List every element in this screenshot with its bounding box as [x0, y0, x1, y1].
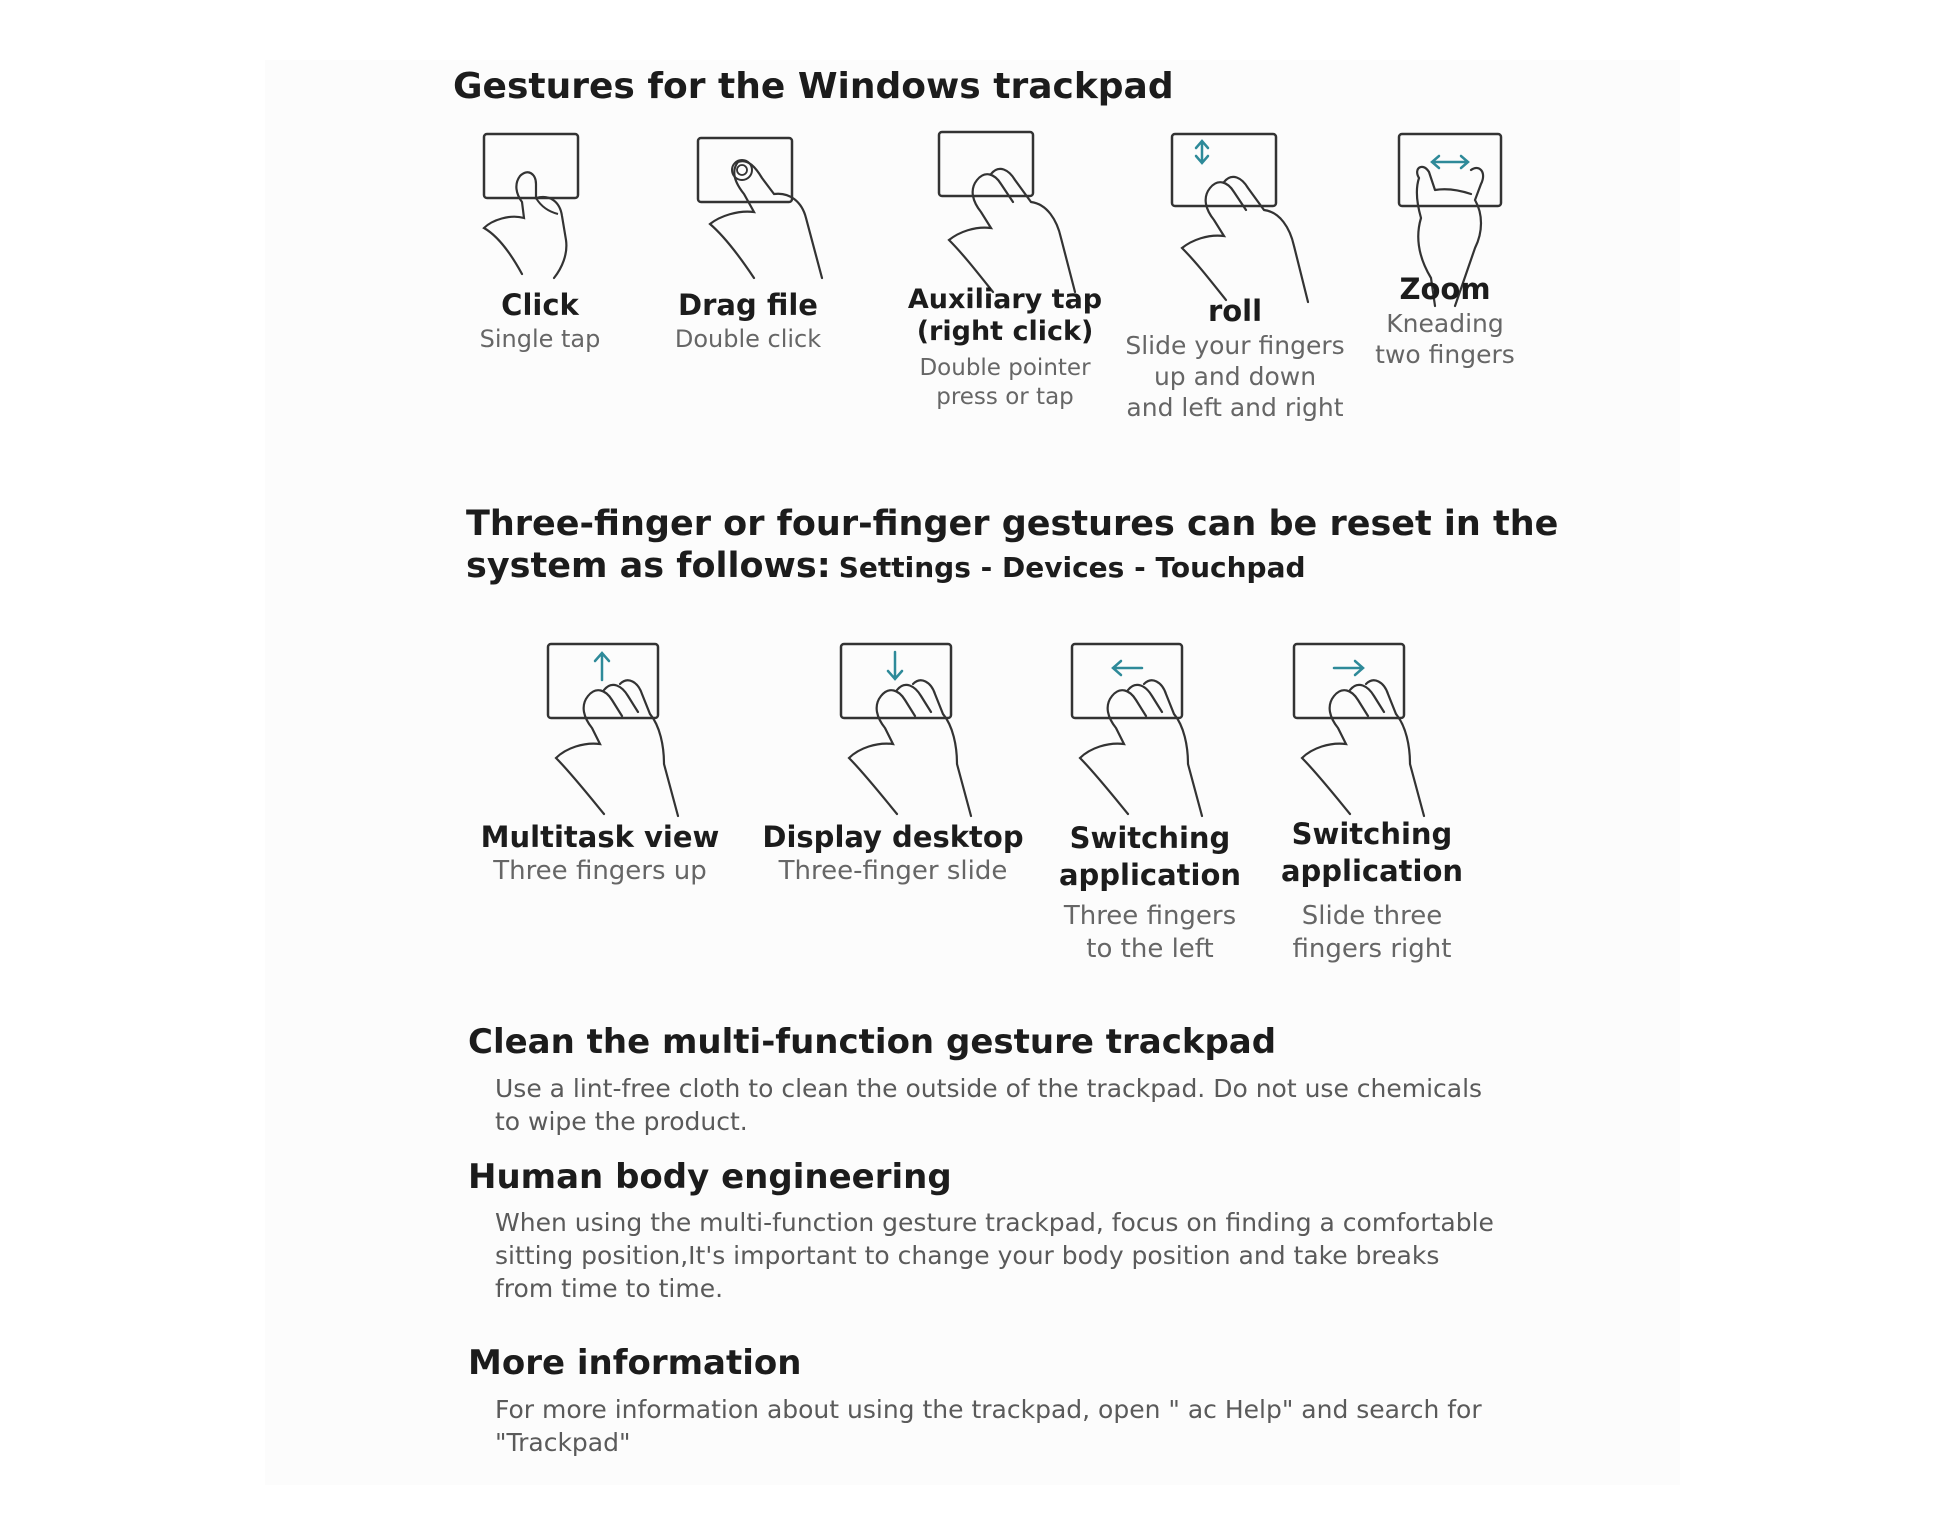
gesture-desc: Three-finger slide — [778, 856, 1008, 886]
gesture-roll — [1125, 128, 1345, 423]
gesture-desc — [1040, 900, 1260, 966]
page-title: Gestures for the Windows trackpad — [453, 66, 1174, 107]
gesture-desc — [900, 354, 1110, 412]
gesture-desc: Single tap — [479, 325, 601, 353]
gesture-desc-line: two fingers — [1375, 340, 1515, 369]
gesture-title-line: Switching — [1069, 821, 1231, 855]
gesture-desc-line: Slide your fingers — [1125, 331, 1345, 360]
gesture-click — [440, 128, 640, 355]
gesture-title — [900, 284, 1110, 348]
reset-note-line — [466, 545, 1558, 589]
gesture-desc-line: Slide three — [1301, 901, 1443, 931]
section-title-more-info: More information — [468, 1343, 802, 1383]
gesture-title: Click — [501, 288, 579, 322]
two-finger-scroll-icon — [1140, 128, 1330, 308]
gesture-desc-line: and left and right — [1126, 393, 1344, 422]
gesture-desc-line: Three fingers — [1063, 901, 1237, 931]
gesture-auxiliary-tap — [900, 128, 1110, 412]
gesture-title: Display desktop — [762, 820, 1024, 854]
gesture-title-line: (right click) — [916, 316, 1094, 347]
single-finger-drag-icon — [658, 128, 838, 288]
gesture-desc-line: to the left — [1086, 934, 1214, 964]
gesture-title: Multitask view — [480, 820, 720, 854]
three-finger-down-icon — [793, 640, 993, 820]
gesture-desc-line: up and down — [1153, 362, 1317, 391]
reset-note-line: Three-finger or four-finger gestures can be reset in the — [466, 504, 1559, 544]
gesture-title-line: Switching — [1291, 817, 1453, 851]
gesture-title — [1040, 820, 1260, 894]
gesture-title: roll — [1207, 294, 1263, 328]
section-title-ergonomics: Human body engineering — [468, 1157, 952, 1197]
gesture-title-line: Auxiliary tap — [907, 284, 1103, 315]
gesture-display-desktop — [758, 640, 1028, 887]
gesture-desc-line: fingers right — [1292, 934, 1452, 964]
reset-note-lead: system as follows: — [466, 546, 831, 586]
gesture-title-line: application — [1280, 854, 1464, 888]
section-body-ergonomics: When using the multi-function gesture trackpad, focus on finding a comfortable sitting position,It's important to change your body position and take breaks from time to time. — [495, 1208, 1494, 1303]
gesture-desc-line: Kneading — [1386, 309, 1504, 338]
gesture-switch-app-right — [1262, 640, 1482, 966]
gesture-zoom — [1345, 128, 1545, 370]
gesture-desc: Double click — [674, 325, 822, 353]
three-finger-left-icon — [1050, 640, 1250, 820]
three-finger-up-icon — [500, 640, 700, 820]
reset-note — [466, 503, 1558, 589]
section-body-more-info: For more information about using the trackpad, open " ac Help" and search for "Trackpad" — [495, 1395, 1482, 1457]
gesture-desc-line: press or tap — [936, 384, 1074, 410]
section-body-clean: Use a lint-free cloth to clean the outside of the trackpad. Do not use chemicals to wipe the product. — [495, 1074, 1483, 1136]
gesture-multitask-view — [475, 640, 725, 887]
three-finger-right-icon — [1272, 640, 1472, 820]
single-finger-tap-icon — [470, 128, 610, 288]
gesture-title — [1262, 816, 1482, 890]
gesture-title: Zoom — [1399, 272, 1491, 306]
gesture-desc: Three fingers up — [493, 856, 707, 886]
gesture-switch-app-left — [1040, 640, 1260, 966]
settings-path: Settings - Devices - Touchpad — [838, 551, 1306, 584]
gesture-desc — [1345, 308, 1545, 370]
gesture-title: Drag file — [678, 288, 818, 322]
gesture-desc-line: Double pointer — [919, 355, 1091, 381]
gesture-title-line: application — [1058, 858, 1242, 892]
section-title-clean: Clean the multi-function gesture trackpad — [468, 1022, 1277, 1062]
gesture-desc — [1125, 330, 1345, 423]
gesture-desc — [1262, 900, 1482, 966]
two-finger-tap-icon — [915, 128, 1095, 296]
gesture-drag-file — [648, 128, 848, 355]
